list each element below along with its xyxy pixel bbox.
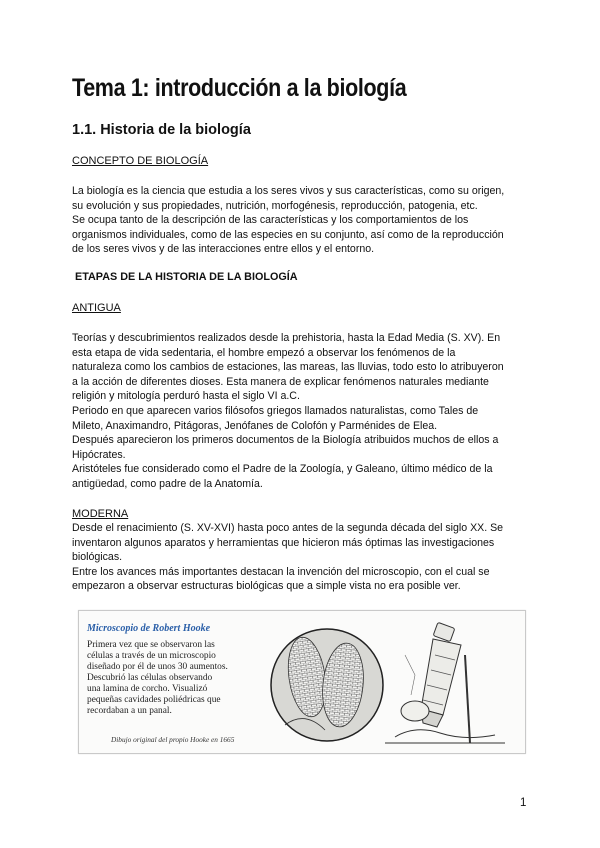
text-line: Teorías y descubrimientos realizados desde la prehistoria, hasta la Edad Media (S. XV). En <box>72 332 501 344</box>
text-line: de los seres vivos y de las interacciones entre ellos y el entorno. <box>72 243 375 256</box>
section-heading: 1.1. Historia de la biología <box>72 122 251 138</box>
text-line: Periodo en que aparecen varios filósofos griegos llamados naturalistas, como Tales de <box>72 404 479 417</box>
figure-text-block <box>87 623 265 717</box>
text-line: esta etapa de vida sedentaria, el hombre empezó a observar los fenómenos de la <box>72 346 456 359</box>
hooke-drawing-illustration <box>265 615 523 751</box>
moderna-heading: MODERNA <box>72 508 129 520</box>
text-line: biológicas. <box>72 551 123 564</box>
etapas-heading: ETAPAS DE LA HISTORIA DE LA BIOLOGÍA <box>75 271 298 283</box>
page-title: Tema 1: introducción a la biología <box>72 74 407 102</box>
figure-line: Descubrió las células observando <box>87 673 213 683</box>
microscope-drawing <box>385 622 505 743</box>
text-line: su evolución y sus propiedades, nutrición, morfogénesis, reproducción, patogenia, etc. <box>72 199 478 212</box>
cork-cells-circle <box>271 629 383 741</box>
text-line: Mileto, Anaximandro, Pitágoras, Jenófanes de Colofón y Parménides de Elea. <box>72 419 438 432</box>
figure-line: células a través de un microscopio <box>87 651 216 661</box>
figure-line: recordaban a un panal. <box>87 706 172 716</box>
text-line: inventaron algunos aparatos y herramientas que hicieron más óptimas las investigaciones <box>72 536 495 549</box>
figure-caption: Dibujo original del propio Hooke en 1665 <box>111 735 235 744</box>
figure-line: Primera vez que se observaron las <box>87 640 215 650</box>
text-line: empezaron a observar estructuras biológicas que a simple vista no era posible ver. <box>72 580 461 593</box>
text-line: Entre los avances más importantes destacan la invención del microscopio, con el cual se <box>72 565 490 578</box>
text-line: a la acción de diferentes dioses. Esta manera de explicar fenómenos naturales mediante <box>72 375 489 388</box>
concepto-heading: CONCEPTO DE BIOLOGÍA <box>72 155 209 167</box>
text-line: La biología es la ciencia que estudia a los seres vivos y sus características, como su origen, <box>72 185 505 197</box>
figure-line: una lamina de corcho. Visualizó <box>87 684 208 694</box>
page-number: 1 <box>520 797 527 809</box>
hooke-figure <box>78 610 526 754</box>
text-line: naturaleza como los cambios de estaciones, las mareas, las lluvias, todo esto lo atribuyeron <box>72 361 504 374</box>
text-line: Aristóteles fue considerado como el Padre de la Zoología, y Galeano, último médico de la <box>72 463 493 476</box>
figure-description <box>87 640 265 717</box>
text-line: organismos individuales, como de las especies en su conjunto, así como de la reproducción <box>72 228 504 241</box>
figure-title: Microscopio de Robert Hooke <box>87 623 211 634</box>
text-line: Hipócrates. <box>72 448 126 461</box>
text-line: Después aparecieron los primeros documentos de la Biología atribuidos muchos de ellos a <box>72 434 499 447</box>
figure-line: diseñado por él de unos 30 aumentos. <box>87 662 228 672</box>
concepto-paragraph <box>72 184 530 257</box>
text-line: Se ocupa tanto de la descripción de las características y los comportamientos de los <box>72 214 469 227</box>
figure-line: pequeñas cavidades poliédricas que <box>87 695 221 705</box>
antigua-heading: ANTIGUA <box>72 302 121 314</box>
moderna-paragraph <box>72 521 530 594</box>
text-line: antigüedad, como padre de la Anatomía. <box>72 477 263 490</box>
text-line: religión y mitología perduró hasta el siglo VI a.C. <box>72 390 300 403</box>
text-line: Desde el renacimiento (S. XV-XVI) hasta poco antes de la segunda década del siglo XX. Se <box>72 522 504 534</box>
antigua-paragraph <box>72 331 530 492</box>
